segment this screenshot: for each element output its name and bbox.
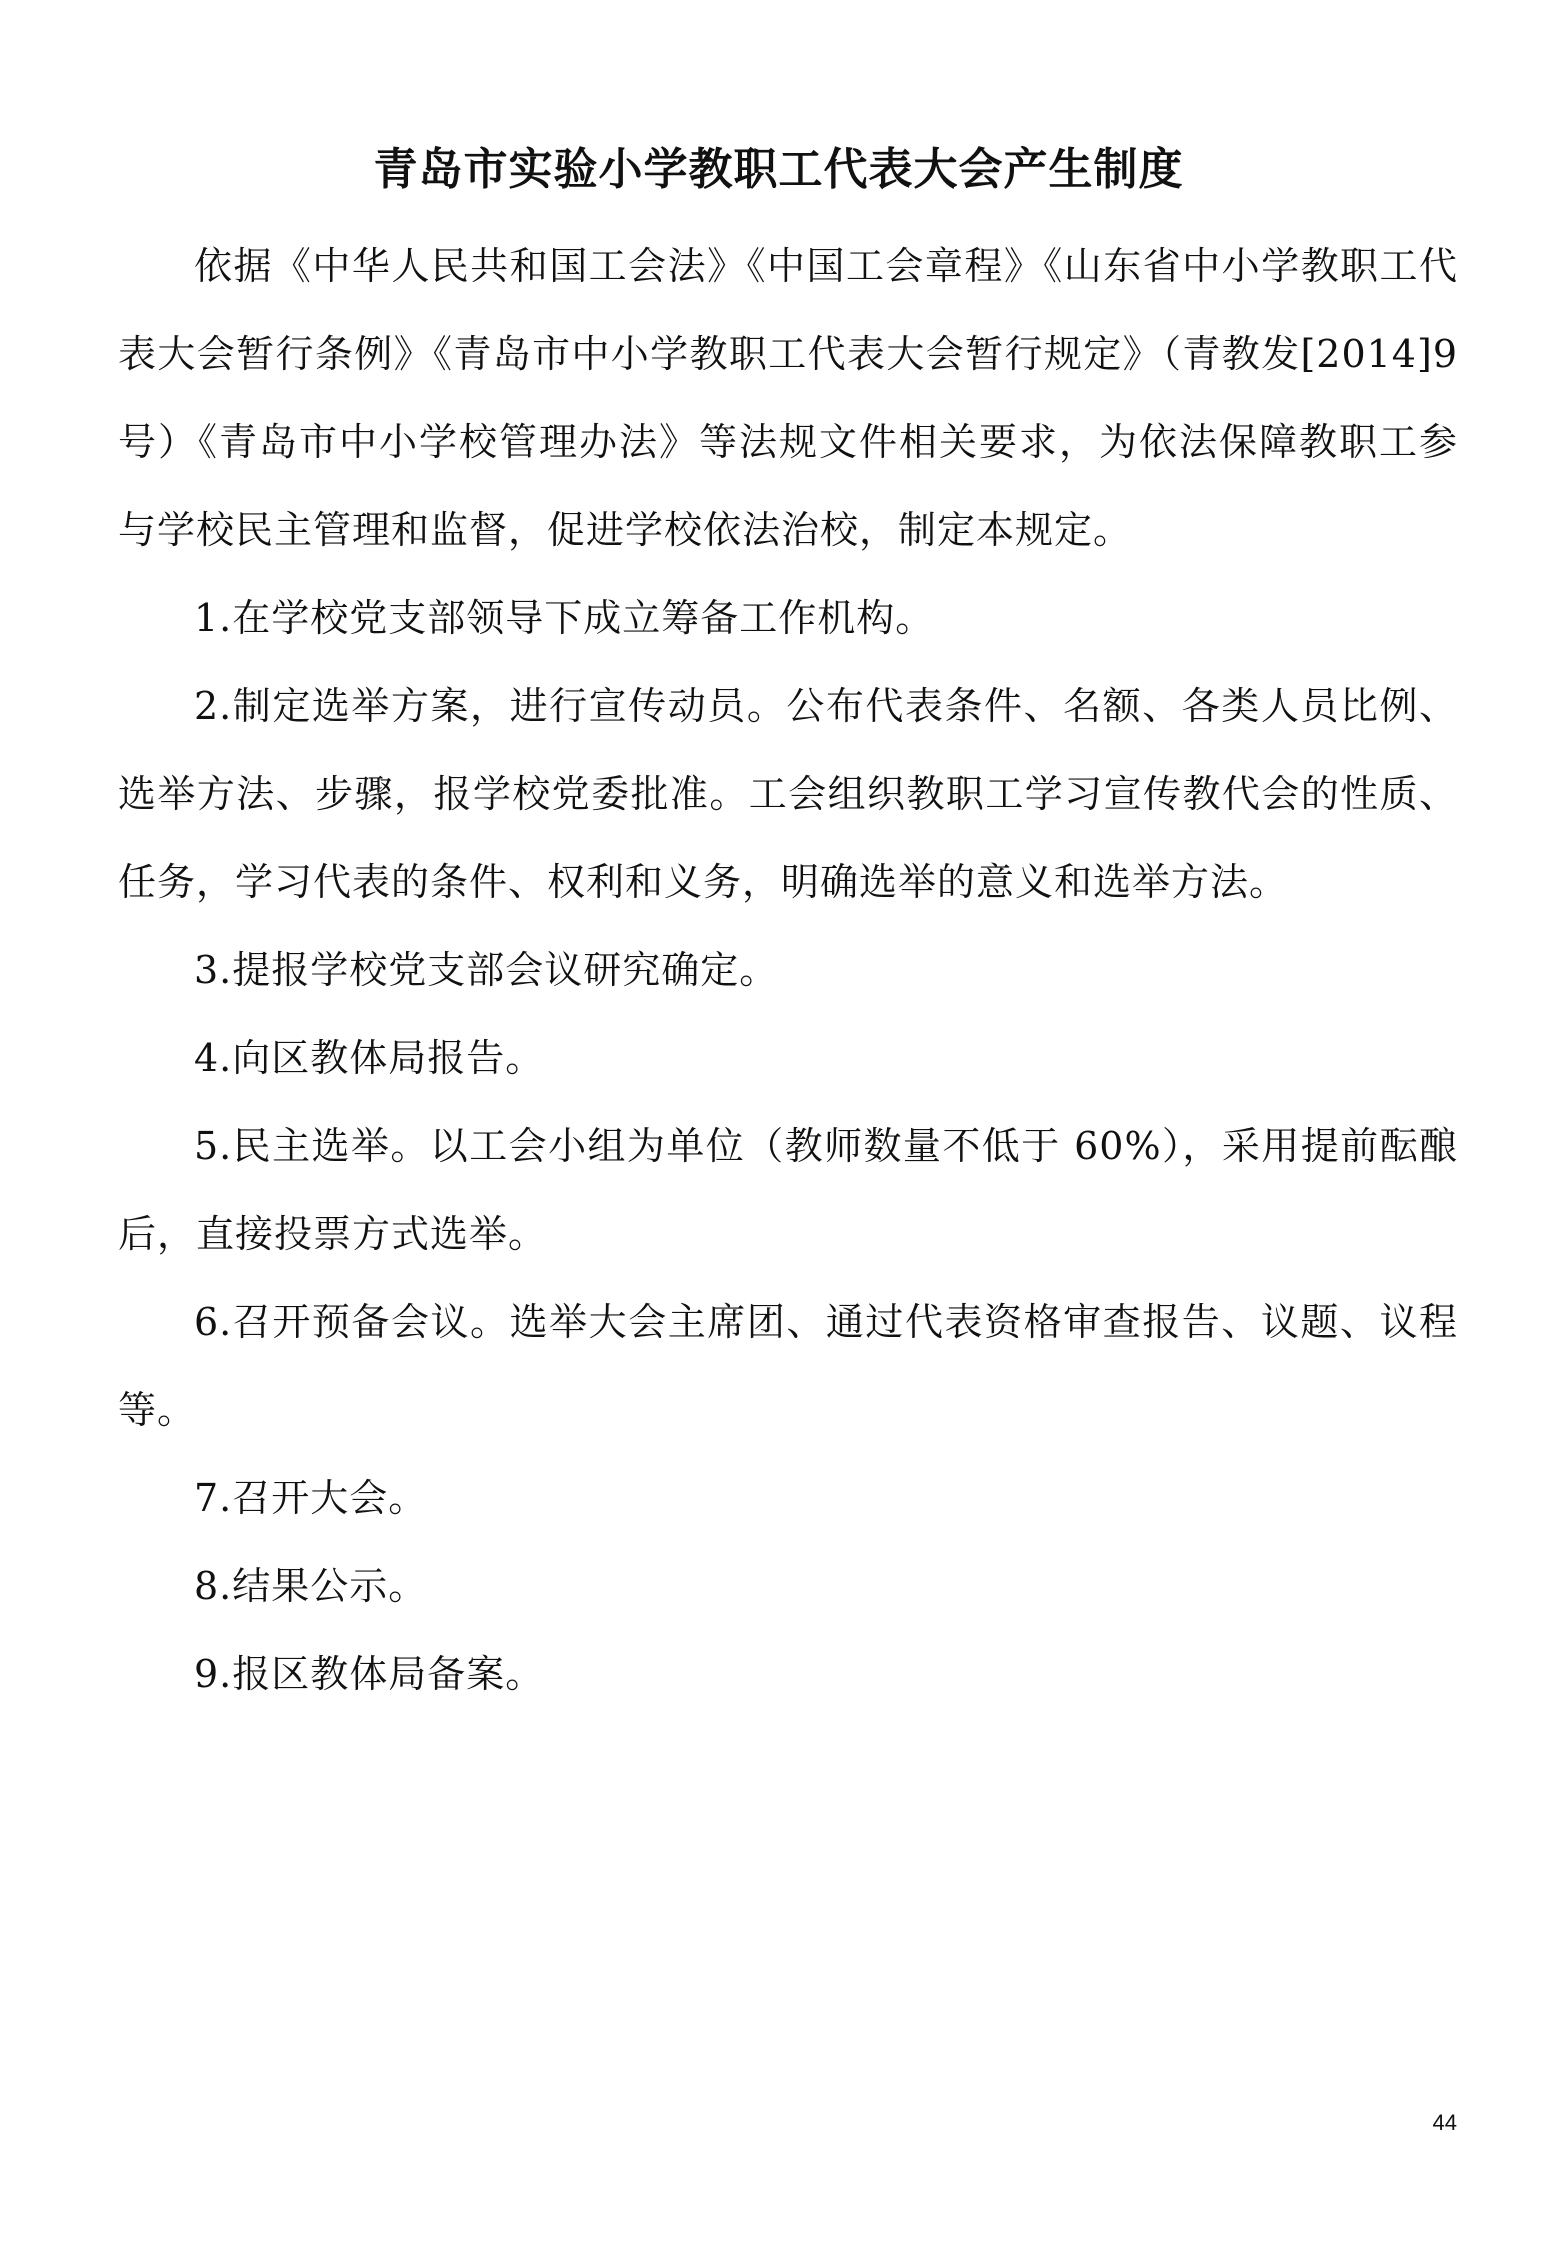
list-item: 8.结果公示。 [194, 1564, 428, 1608]
list-item: 7.召开大会。 [194, 1476, 428, 1520]
document-body [118, 222, 1458, 1718]
intro-paragraph: 依据《中华人民共和国工会法》《中国工会章程》《山东省中小学教职工代表大会暂行条例》《青岛市中小学教职工代表大会暂行规定》（青教发[2014]9 号）《青岛市中小学校管理办法》等法规文件相关要求，为依法保障教职工参与学校民主管理和监督，促进学校依法治校，制定本规定。 [118, 244, 1458, 552]
list-item: 4.向区教体局报告。 [194, 1036, 545, 1080]
list-item: 9.报区教体局备案。 [194, 1652, 545, 1696]
page-number: 44 [1432, 2110, 1457, 2135]
list-item: 2.制定选举方案，进行宣传动员。公布代表条件、名额、各类人员比例、选举方法、步骤，报学校党委批准。工会组织教职工学习宣传教代会的性质、任务，学习代表的条件、权利和义务，明确选举的意义和选举方法。 [118, 684, 1458, 904]
document-title: 青岛市实验小学教职工代表大会产生制度 [373, 144, 1184, 195]
list-item: 1.在学校党支部领导下成立筹备工作机构。 [194, 596, 935, 640]
list-item: 3.提报学校党支部会议研究确定。 [194, 948, 779, 992]
list-item: 5.民主选举。以工会小组为单位（教师数量不低于 60%），采用提前酝酿后，直接投票方式选举。 [118, 1124, 1458, 1256]
list-item: 6.召开预备会议。选举大会主席团、通过代表资格审查报告、议题、议程等。 [118, 1300, 1458, 1432]
